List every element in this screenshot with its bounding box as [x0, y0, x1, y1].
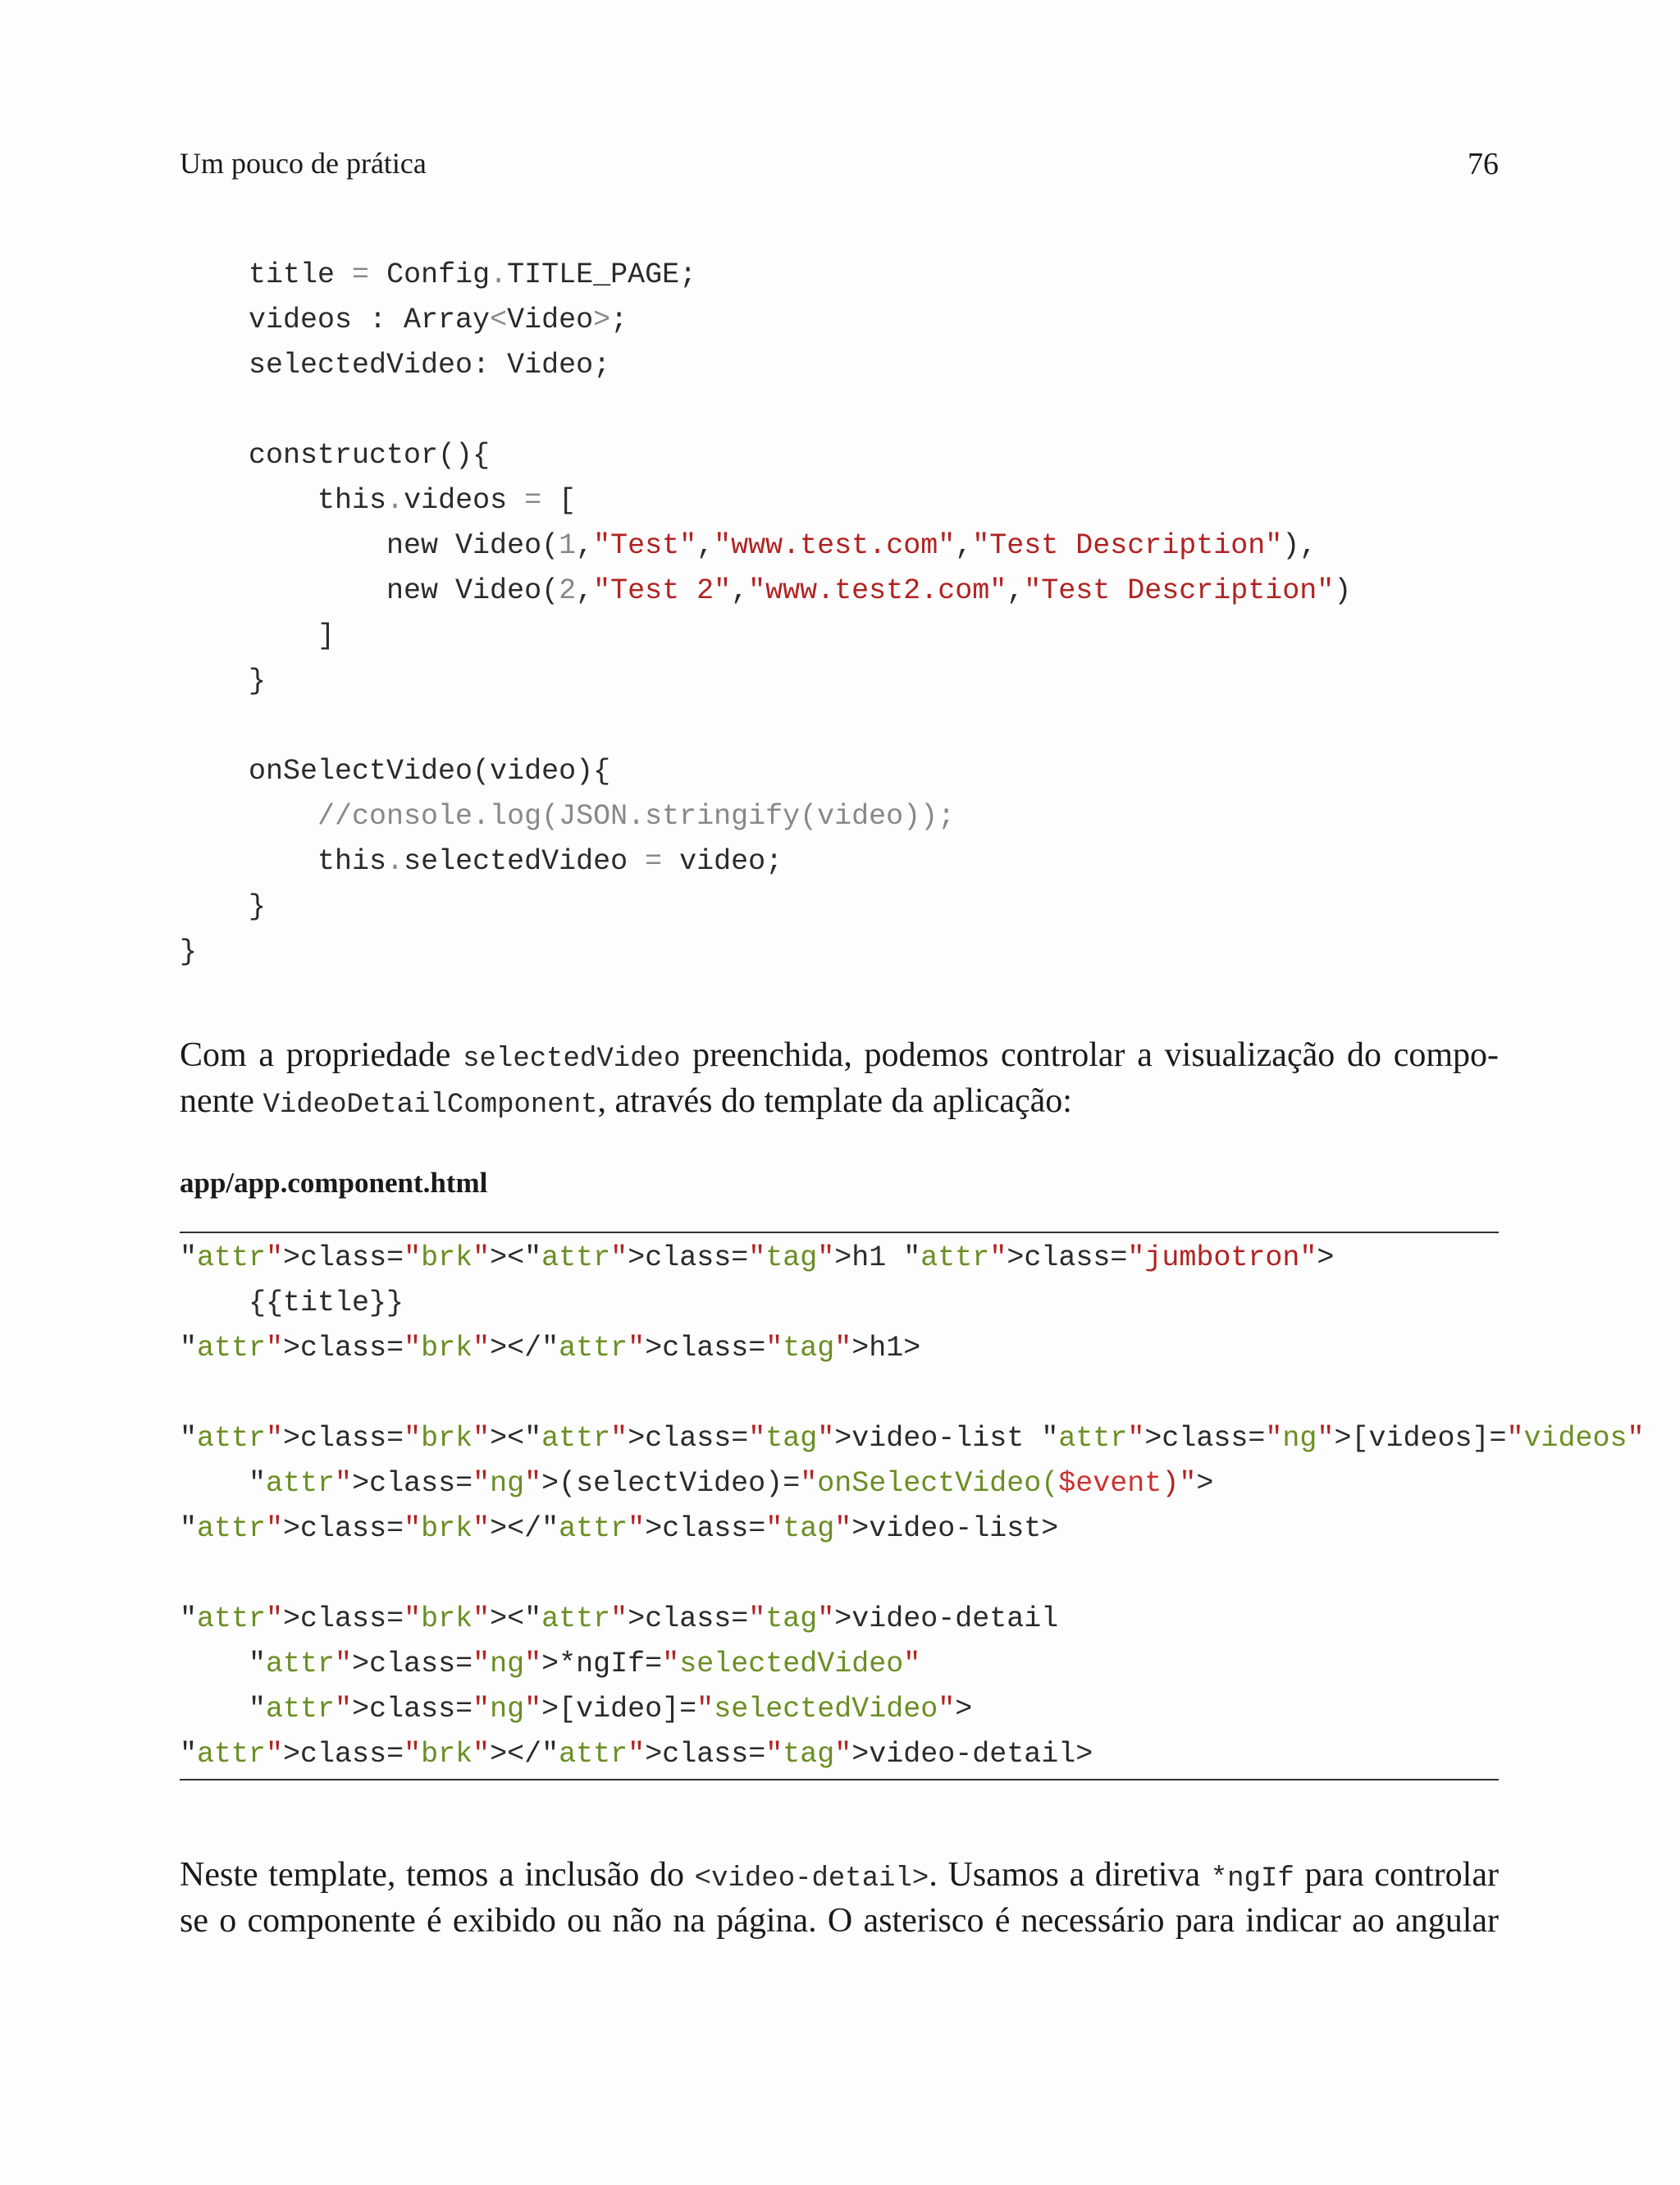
code-line: [180, 1552, 1499, 1597]
code-line: [180, 1371, 1499, 1416]
code-line: ]: [180, 619, 336, 652]
code-top-rule: [180, 1232, 1499, 1233]
code-line: "attr">class="brk"></"attr">class="tag">video-list>: [180, 1512, 1059, 1545]
paragraph-1: [180, 1032, 1499, 1124]
page-number: 76: [1468, 147, 1499, 181]
code-line: "attr">class="brk"></"attr">class="tag">h1>: [180, 1332, 921, 1364]
code-line: "attr">class="brk"></"attr">class="tag">video-detail>: [180, 1738, 1093, 1771]
code-line: }: [180, 890, 267, 923]
code-bottom-rule: [180, 1779, 1499, 1780]
code-line: new Video(2,"Test 2","www.test2.com","Test Description"): [180, 574, 1352, 607]
code-line: "attr">class="brk"><"attr">class="tag">video-list "attr">class="ng">[videos]="videos": [180, 1422, 1645, 1455]
paragraph-2: [180, 1852, 1499, 1944]
code-line: "attr">class="ng">(selectVideo)="onSelectVideo($event)">: [249, 1467, 1214, 1500]
code-line: [180, 388, 1499, 433]
inline-code: <video-detail>: [694, 1863, 929, 1895]
code-line: "attr">class="ng">*ngIf="selectedVideo": [249, 1648, 921, 1680]
book-page: [180, 0, 1645, 2185]
section-title: Um pouco de prática: [180, 147, 427, 180]
code-line: //console.log(JSON.stringify(video));: [180, 800, 956, 833]
code-line: selectedVideo: Video;: [180, 349, 611, 382]
code-line: onSelectVideo(video){: [180, 755, 611, 788]
paragraph-line: nente VideoDetailComponent, através do template da aplicação:: [180, 1082, 1072, 1121]
paragraph-line: Com a propriedade selectedVideo preenchida, podemos controlar a visualização do compo-: [180, 1036, 1500, 1075]
code-line: }: [180, 935, 198, 968]
code-line: "attr">class="brk"><"attr">class="tag">video-detail: [180, 1602, 1059, 1635]
code-line: title = Config.TITLE_PAGE;: [180, 258, 697, 291]
paragraph-line: Neste template, temos a inclusão do <video-detail>. Usamos a diretiva *ngIf para controlar: [180, 1856, 1499, 1895]
code-block-html: [180, 1236, 1645, 1777]
paragraph-line: se o componente é exibido ou não na página. O asterisco é necessário para indicar ao angular: [180, 1902, 1499, 1940]
inline-code: *ngIf: [1210, 1863, 1294, 1895]
code-block-typescript: [180, 253, 1499, 975]
code-line: [180, 704, 1499, 749]
code-line: "attr">class="ng">[video]="selectedVideo">: [249, 1693, 973, 1726]
code-line: new Video(1,"Test","www.test.com","Test Description"),: [180, 529, 1317, 562]
code-line: videos : Array<Video>;: [180, 304, 628, 336]
inline-code: VideoDetailComponent: [262, 1090, 598, 1121]
code-line: {{title}}: [180, 1287, 404, 1319]
inline-code: selectedVideo: [463, 1044, 681, 1075]
code-line: this.videos = [: [180, 484, 577, 517]
code-line: constructor(){: [180, 439, 491, 472]
code-line: }: [180, 665, 267, 697]
code-line: "attr">class="brk"><"attr">class="tag">h1 "attr">class="jumbotron">: [180, 1241, 1335, 1274]
running-header: [180, 146, 1499, 187]
code-line: this.selectedVideo = video;: [180, 845, 783, 878]
code-caption: app/app.component.html: [180, 1167, 488, 1199]
